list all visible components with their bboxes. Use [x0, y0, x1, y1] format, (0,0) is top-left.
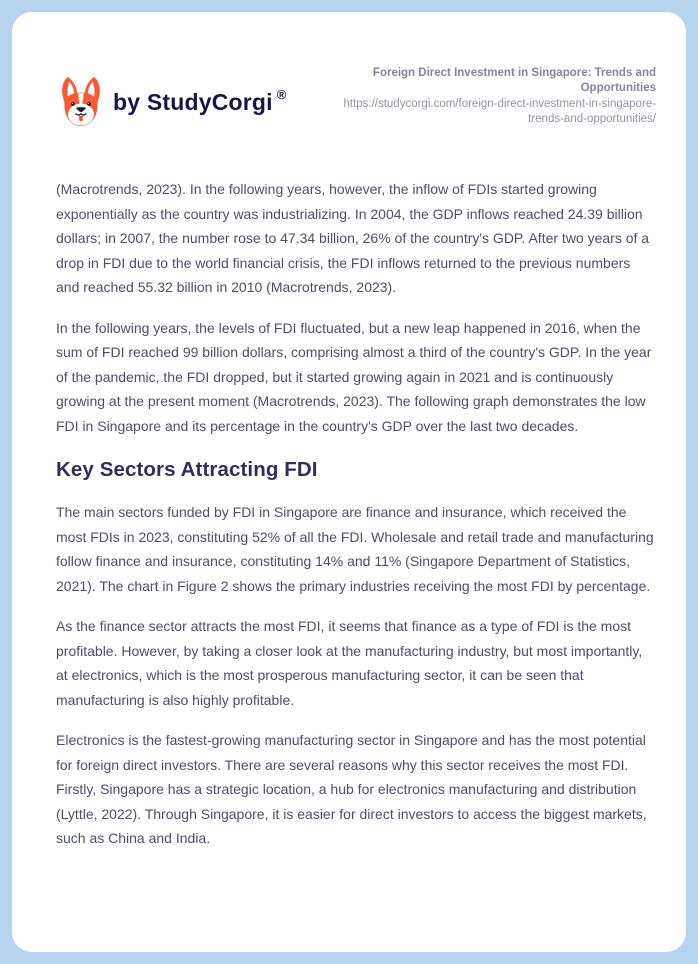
studycorgi-brand [60, 76, 286, 128]
document-title: Foreign Direct Investment in Singapore: Trends and Opportunities [372, 67, 656, 94]
document-page [12, 12, 686, 952]
brand-label: by StudyCorgi [113, 88, 273, 115]
document-meta [341, 66, 656, 127]
paragraph: Electronics is the fastest-growing manufacturing sector in Singapore and has the most potential for foreign direct investors. There are several reasons why this sector receives the most FDI. Firstly, Singapore has a strategic location, a hub for electronics manufacturing and distribution (Lyttle, 2022). Through Singapore, it is easier for direct investors to access the biggest markets, such as China and India. [56, 732, 647, 846]
section-heading: Key Sectors Attracting FDI [56, 458, 318, 481]
corgi-logo-icon [60, 76, 102, 128]
document-url-link[interactable]: https://studycorgi.com/foreign-direct-investment-in-singapore-trends-and-opportunities/ [343, 98, 656, 125]
page-header [12, 12, 686, 128]
registered-trademark-icon: ® [276, 86, 287, 102]
paragraph: In the following years, the levels of FDI fluctuated, but a new leap happened in 2016, when the sum of FDI reached 99 billion dollars, comprising almost a third of the country's GDP. In the year of the pandemic, the FDI dropped, but it started growing again in 2021 and is continuously growing at the present moment (Macrotrends, 2023). The following graph demonstrates the low FDI in Singapore and its percentage in the country's GDP over the last two decades. [56, 319, 652, 434]
document-body [12, 177, 686, 851]
paragraph: The main sectors funded by FDI in Singapore are finance and insurance, which received the most FDIs in 2023, constituting 52% of all the FDI. Wholesale and retail trade and manufacturing follow finance and insurance, constituting 14% and 11% (Singapore Department of Statistics, 2021). The chart in Figure 2 shows the primary industries receiving the most FDI by percentage. [56, 504, 654, 594]
paragraph: (Macrotrends, 2023). In the following years, however, the inflow of FDIs started growing exponentially as the country was industrializing. In 2004, the GDP inflows reached 24.39 billion dollars; in 2007, the number rose to 47.34 billion, 26% of the country's GDP. After two years of a drop in FDI due to the world financial crisis, the FDI inflows returned to the previous numbers and reached 55.32 billion in 2010 (Macrotrends, 2023). [56, 181, 650, 295]
paragraph: As the finance sector attracts the most FDI, it seems that finance as a type of FDI is the most profitable. However, by taking a closer look at the manufacturing industry, but most importantly, at electronics, which is the most prosperous manufacturing sector, it can be seen that manufacturing is also highly profitable. [56, 618, 643, 708]
